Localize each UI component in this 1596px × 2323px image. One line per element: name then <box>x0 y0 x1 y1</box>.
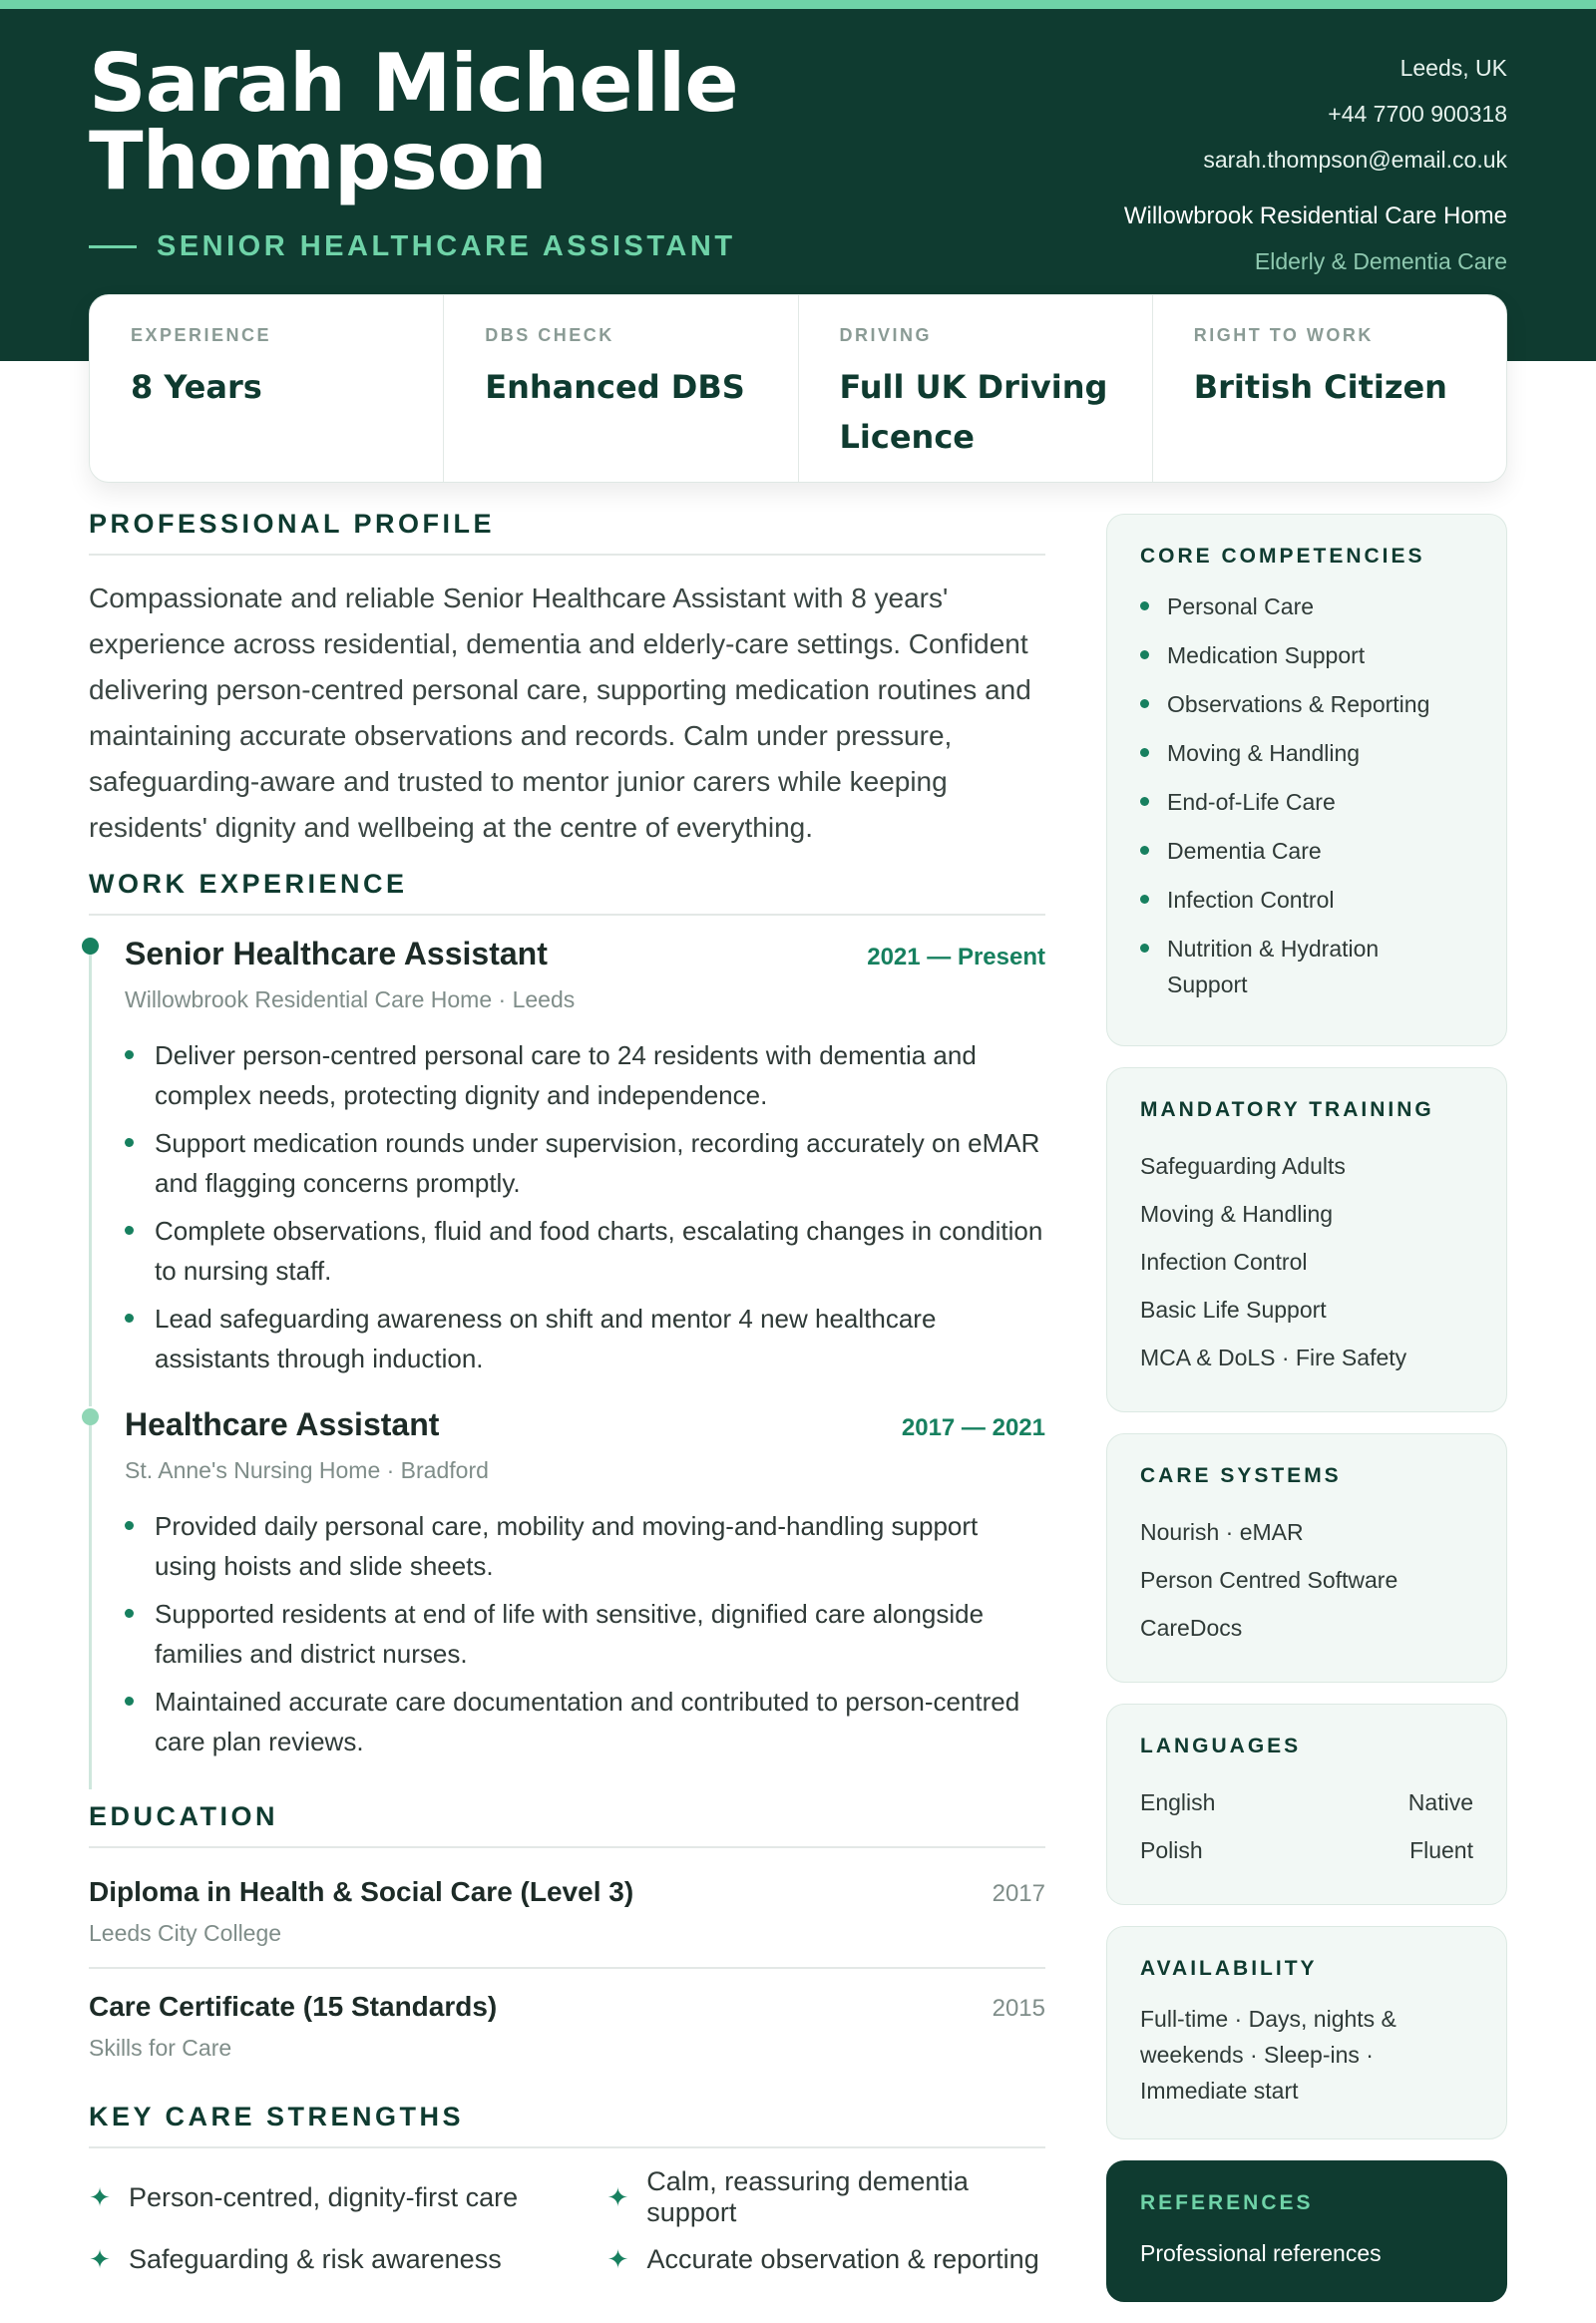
card-title: REFERENCES <box>1140 2191 1314 2214</box>
languages-card <box>1106 1704 1507 1905</box>
card-title: MANDATORY TRAINING <box>1140 1098 1434 1121</box>
language-level: Native <box>1407 1789 1473 1815</box>
phone-link[interactable]: +44 7700 900318 <box>1328 101 1507 127</box>
language-row <box>1140 1778 1473 1826</box>
system-item: Nourish · eMAR <box>1140 1519 1304 1545</box>
training-card <box>1106 1067 1507 1412</box>
competency-item: Infection Control <box>1140 882 1473 918</box>
language-level: Fluent <box>1409 1837 1473 1863</box>
section-title: WORK EXPERIENCE <box>89 869 1045 916</box>
sparkle-icon: ✦ <box>606 2181 629 2212</box>
job-title: Senior Healthcare Assistant <box>125 936 548 971</box>
qualification-year: 2017 <box>992 1880 1045 1907</box>
strength-item <box>568 2244 1046 2275</box>
sparkle-icon: ✦ <box>606 2244 629 2274</box>
education-item <box>89 1876 1045 1947</box>
fact-value: 8 Years <box>131 368 262 406</box>
training-item: Safeguarding Adults <box>1140 1153 1346 1179</box>
card-title: CORE COMPETENCIES <box>1140 545 1425 568</box>
qualification-title: Care Certificate (15 Standards) <box>89 1991 498 2022</box>
timeline-rail <box>89 952 92 1406</box>
section-title: PROFESSIONAL PROFILE <box>89 509 1045 556</box>
competency-item: Personal Care <box>1140 588 1473 624</box>
job-organisation: Willowbrook Residential Care Home · Leeds <box>125 986 576 1012</box>
experience-section <box>89 869 1045 1789</box>
fact-right-to-work <box>1153 295 1506 482</box>
profile-text: Compassionate and reliable Senior Healthcare Assistant with 8 years' experience across residential, dementia and elderly-care settings. Confident delivering person-centred personal care, supporting medication routines and maintaining accurate observations and records. Calm under pressure, safeguarding-aware and trusted to mentor junior carers while keeping residents' dignity and wellbeing at the centre of everything. <box>89 582 1031 843</box>
references-card <box>1106 2160 1507 2302</box>
job-dates: 2021 — Present <box>867 944 1045 970</box>
card-title: CARE SYSTEMS <box>1140 1464 1342 1487</box>
competency-item: Observations & Reporting <box>1140 686 1473 722</box>
fact-label: DBS CHECK <box>485 325 614 345</box>
systems-card <box>1106 1433 1507 1683</box>
sparkle-icon: ✦ <box>89 2181 111 2212</box>
fact-value: British Citizen <box>1193 368 1447 406</box>
job-header <box>125 1406 1045 1443</box>
references-text: Professional references <box>1140 2240 1382 2266</box>
education-item <box>89 1991 1045 2062</box>
competency-list <box>1140 588 1473 1002</box>
job-bullet: Maintained accurate care documentation and contributed to person-centred care plan reviews. <box>125 1682 1045 1761</box>
divider <box>89 1967 1045 1969</box>
job-organisation: St. Anne's Nursing Home · Bradford <box>125 1457 489 1483</box>
competency-item: Moving & Handling <box>1140 735 1473 771</box>
education-section <box>89 1801 1045 2062</box>
job-dates: 2017 — 2021 <box>901 1414 1045 1441</box>
job-bullet: Lead safeguarding awareness on shift and mentor 4 new healthcare assistants through induction. <box>125 1299 1045 1378</box>
timeline-dot-icon <box>82 938 99 955</box>
sparkle-icon: ✦ <box>89 2244 111 2274</box>
system-item: Person Centred Software <box>1140 1567 1398 1593</box>
education-header <box>89 1876 1045 1908</box>
sidebar <box>1106 514 1507 2323</box>
fact-dbs <box>444 295 798 482</box>
strengths-grid <box>89 2166 1045 2275</box>
specialism: Elderly & Dementia Care <box>1254 248 1507 274</box>
strengths-section <box>89 2102 1045 2275</box>
institution: Leeds City College <box>89 1920 282 1946</box>
strength-item <box>89 2166 568 2228</box>
strength-text: Person-centred, dignity-first care <box>129 2181 519 2212</box>
strength-text: Accurate observation & reporting <box>646 2244 1039 2274</box>
language-name: English <box>1140 1789 1216 1815</box>
fact-experience <box>90 295 444 482</box>
language-name: Polish <box>1140 1837 1203 1863</box>
quick-facts-bar <box>89 294 1507 483</box>
job-header <box>125 936 1045 972</box>
competencies-card <box>1106 514 1507 1046</box>
fact-label: RIGHT TO WORK <box>1193 325 1374 345</box>
section-title: KEY CARE STRENGTHS <box>89 2102 1045 2148</box>
qualification-title: Diploma in Health & Social Care (Level 3) <box>89 1876 634 1907</box>
strength-text: Safeguarding & risk awareness <box>129 2244 502 2274</box>
role-dash-decoration <box>89 245 137 248</box>
training-item: Basic Life Support <box>1140 1297 1327 1323</box>
job-bullet: Provided daily personal care, mobility and moving-and-handling support using hoists and slide sheets. <box>125 1506 1045 1586</box>
training-item: Moving & Handling <box>1140 1201 1334 1227</box>
fact-label: EXPERIENCE <box>131 325 272 345</box>
timeline-dot-icon <box>82 1408 99 1425</box>
competency-item: Medication Support <box>1140 637 1473 673</box>
email-link[interactable]: sarah.thompson@email.co.uk <box>1203 147 1507 173</box>
job-bullets <box>125 1506 1045 1761</box>
systems-list <box>1140 1508 1473 1652</box>
job-bullet: Supported residents at end of life with sensitive, dignified care alongside families and district nurses. <box>125 1594 1045 1674</box>
job-title: Healthcare Assistant <box>125 1406 440 1442</box>
competency-item: Nutrition & Hydration Support <box>1140 931 1399 1002</box>
profile-section <box>89 509 1045 851</box>
job-entry <box>89 936 1045 1406</box>
training-list <box>1140 1142 1473 1381</box>
fact-value: Full UK Driving Licence <box>839 368 1108 456</box>
strength-item <box>89 2244 568 2275</box>
fact-value: Enhanced DBS <box>485 368 745 406</box>
availability-card <box>1106 1926 1507 2139</box>
education-header <box>89 1991 1045 2023</box>
training-item: Infection Control <box>1140 1249 1308 1275</box>
strength-item <box>568 2166 1046 2228</box>
qualification-year: 2015 <box>992 1995 1045 2022</box>
language-row <box>1140 1826 1473 1874</box>
card-title: AVAILABILITY <box>1140 1957 1318 1980</box>
job-role <box>89 230 736 263</box>
fact-driving <box>799 295 1153 482</box>
candidate-name <box>89 37 787 207</box>
location-text: Leeds, UK <box>1399 55 1507 81</box>
strength-text: Calm, reassuring dementia support <box>646 2166 969 2227</box>
system-item: CareDocs <box>1140 1615 1243 1641</box>
current-employer: Willowbrook Residential Care Home <box>1123 202 1507 229</box>
job-bullet: Deliver person-centred personal care to 24 residents with dementia and complex needs, protecting dignity and independence. <box>125 1035 1045 1115</box>
name-line-1: Sarah Michelle <box>89 37 738 130</box>
training-item: MCA & DoLS · Fire Safety <box>1140 1345 1407 1370</box>
job-bullet: Complete observations, fluid and food charts, escalating changes in condition to nursing staff. <box>125 1211 1045 1291</box>
name-line-2: Thompson <box>89 115 547 207</box>
main-column <box>89 509 1045 2275</box>
availability-text: Full-time · Days, nights & weekends · Sleep-ins · Immediate start <box>1140 2006 1396 2104</box>
institution: Skills for Care <box>89 2035 232 2061</box>
card-title: LANGUAGES <box>1140 1735 1302 1757</box>
competency-item: End-of-Life Care <box>1140 784 1473 820</box>
job-bullet: Support medication rounds under supervision, recording accurately on eMAR and flagging concerns promptly. <box>125 1123 1045 1203</box>
section-title: EDUCATION <box>89 1801 1045 1848</box>
job-entry <box>89 1406 1045 1789</box>
competency-item: Dementia Care <box>1140 833 1473 869</box>
role-text: SENIOR HEALTHCARE ASSISTANT <box>157 230 736 262</box>
job-bullets <box>125 1035 1045 1378</box>
fact-label: DRIVING <box>839 325 933 345</box>
top-accent-line <box>0 0 1596 9</box>
timeline-rail <box>89 1422 92 1789</box>
